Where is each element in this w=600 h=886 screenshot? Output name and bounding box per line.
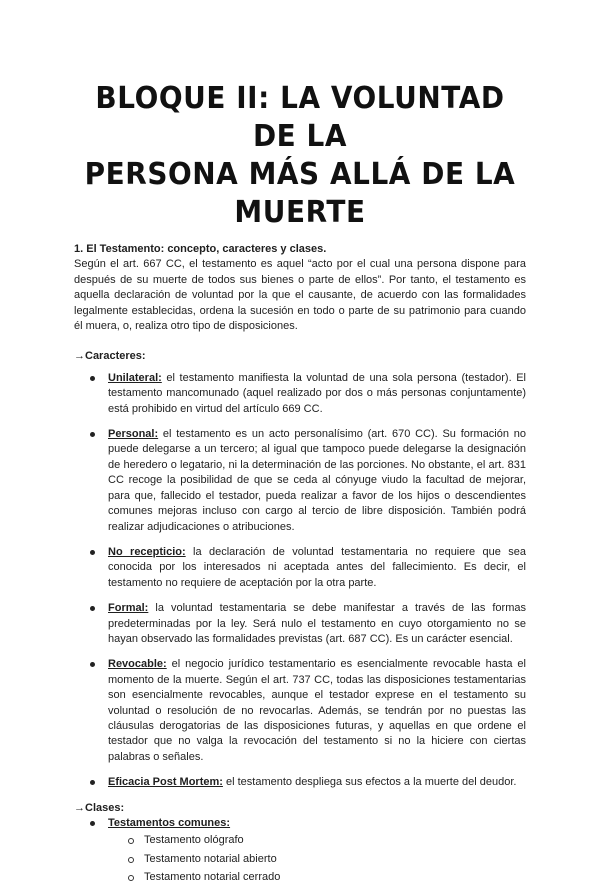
section-heading: 1. El Testamento: concepto, caracteres y clases. (74, 243, 327, 255)
list-item (74, 601, 526, 647)
term-label: No recepticio: (108, 545, 186, 558)
list-item (74, 775, 526, 790)
term-label: Revocable: (108, 658, 167, 671)
term-label: Unilateral: (108, 371, 162, 384)
item-text: el testamento despliega sus efectos a la muerte del deudor. (222, 776, 517, 789)
sub-list-item: Testamento notarial cerrado (74, 870, 526, 885)
caracteres-heading: →Caracteres: (74, 350, 146, 363)
item-text: el testamento es un acto personalísimo (art. 670 CC). Su formación no puede delegarse a un tercero; al igual que tampoco puede delegarse la designación de heredero o legatario, ni la determinación de las porciones. No obstante, el art. 831 CC recoge la posibilidad de que se ceda al cónyuge viudo la facultad de mejorar, para que, fallecido el testador, pueda realizar a favor de los hijos o descendientes comunes mejoras incluso con cargo al tercio de libre disposición. También podrá realizar adjudicaciones o atribuciones. (108, 428, 526, 533)
item-text: el testamento manifiesta la voluntad de una sola persona (testador). El testamento mancomunado (aquel realizado por dos o más personas conjuntamente) está prohibido en virtud del artículo 669 CC. (108, 371, 526, 415)
clases-list (74, 816, 526, 886)
item-text: el negocio jurídico testamentario es esencialmente revocable hasta el momento de la muerte. Según el art. 737 CC, todas las disposiciones testamentarias son esencialmente revocables, aunque el testador exprese en el testamento su voluntad o resolución de no revocarlas. Además, se tendrán por no puestas las cláusulas derogatorias de las disposiciones futuras, y aquellas en que ordene el testador que no valga la revocación del testamento si no la hiciere con ciertas palabras o señales. (108, 658, 526, 763)
intro-paragraph: Según el art. 667 CC, el testamento es aquel “acto por el cual una persona dispone para después de su muerte de todos sus bienes o parte de ellos”. Por tanto, el testamento es aquella declaración de voluntad por la que el causante, de acuerdo con las formalidades legalmente establecidas, ordena la sucesión en todo o parte de su patrimonio para cuando él muera, o, realiza otro tipo de disposiciones. (74, 258, 526, 333)
sub-list-item: Testamento ológrafo (74, 833, 526, 848)
caracteres-list (74, 371, 526, 791)
group-label: Testamentos comunes: (108, 817, 231, 829)
term-label: Formal: (108, 602, 149, 615)
list-item (74, 371, 526, 417)
list-item (74, 545, 526, 591)
term-label: Eficacia Post Mortem: (108, 776, 223, 789)
term-label: Personal: (108, 428, 159, 441)
item-text: la declaración de voluntad testamentaria no requiere que sea conocida por los interesados ni aceptada antes del fallecimiento. Es decir, el testamento no requiere de aceptación por la otra parte. (108, 545, 526, 589)
title-line-2: PERSONA MÁS ALLÁ DE LA MUERTE (84, 157, 516, 230)
sub-list-item: Testamento notarial abierto (74, 852, 526, 867)
list-item (74, 816, 526, 886)
sub-list (74, 833, 526, 885)
clases-heading: →Clases: (74, 801, 125, 814)
page-title (71, 80, 529, 232)
list-item (74, 427, 526, 535)
title-line-1: BLOQUE II: LA VOLUNTAD DE LA (95, 81, 505, 154)
item-text: la voluntad testamentaria se debe manifestar a través de las formas predeterminadas por la ley. Será nulo el testamento en cuyo otorgamiento no se hayan observado las formalidades previstas (art. 687 CC). Es un carácter esencial. (108, 602, 526, 645)
list-item (74, 657, 526, 765)
